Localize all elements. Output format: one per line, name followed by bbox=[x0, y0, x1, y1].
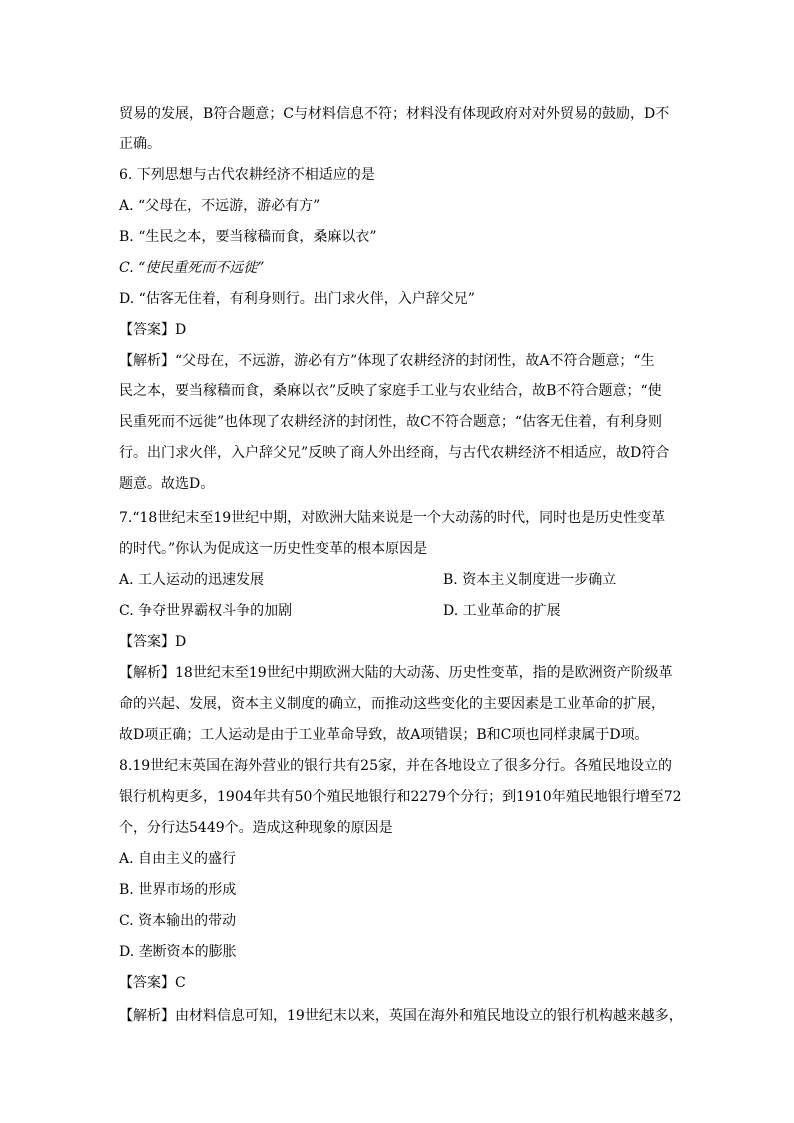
question-7-options-row bbox=[119, 570, 679, 590]
question-6-option-d: D. “估客无住着，有利身则行。出门求火伴，入户辞父兄” bbox=[119, 291, 475, 307]
question-6-option-a: A. “父母在，不远游，游必有方” bbox=[119, 198, 321, 214]
question-6-analysis: 【解析】“父母在，不远游，游必有方”体现了农耕经济的封闭性，故A不符合题意；“生 bbox=[119, 353, 655, 369]
question-6-analysis: 民重死而不远徙”也体现了农耕经济的封闭性，故C不符合题意；“估客无住着，有利身则 bbox=[119, 414, 663, 430]
question-6-stem: 6. 下列思想与古代农耕经济不相适应的是 bbox=[119, 167, 375, 183]
question-7-options-row bbox=[119, 601, 679, 621]
question-8-stem: 银行机构更多，1904年共有50个殖民地银行和2279个分行；到1910年殖民地银行增至72 bbox=[119, 789, 682, 805]
question-8-option-d: D. 垄断资本的膨胀 bbox=[119, 944, 237, 960]
question-7-analysis: 【解析】18世纪末至19世纪中期欧洲大陆的大动荡、历史性变革，指的是欧洲资产阶级革 bbox=[119, 665, 673, 681]
question-6-answer: 【答案】D bbox=[119, 322, 187, 338]
question-7-stem: 的时代。”你认为促成这一历史性变革的根本原因是 bbox=[119, 541, 428, 557]
question-8-analysis: 【解析】由材料信息可知，19世纪末以来，英国在海外和殖民地设立的银行机构越来越多， bbox=[119, 1008, 683, 1024]
question-8-option-b: B. 世界市场的形成 bbox=[119, 882, 237, 898]
question-6-option-c: C. “使民重死而不远徙” bbox=[119, 260, 265, 276]
text-line: 贸易的发展，B符合题意；C与材料信息不符；材料没有体现政府对对外贸易的鼓励，D不 bbox=[119, 106, 670, 122]
question-8-answer: 【答案】C bbox=[119, 975, 186, 991]
question-8-option-c: C. 资本输出的带动 bbox=[119, 913, 237, 929]
question-8-option-a: A. 自由主义的盛行 bbox=[119, 851, 237, 867]
question-7-stem: 7.“18世纪末至19世纪中期，对欧洲大陆来说是一个大动荡的时代，同时也是历史性变革 bbox=[119, 510, 666, 526]
question-7-analysis: 命的兴起、发展，资本主义制度的确立，而推动这些变化的主要因素是工业革命的扩展， bbox=[119, 696, 665, 712]
question-6-analysis: 民之本，要当稼穑而食，桑麻以衣”反映了家庭手工业与农业结合，故B不符合题意；“使 bbox=[119, 383, 662, 399]
question-6-analysis: 行。出门求火伴，入户辞父兄”反映了商人外出经商，与古代农耕经济不相适应，故D符合 bbox=[119, 445, 670, 461]
question-7-analysis: 故D项正确；工人运动是由于工业革命导致，故A项错误；B和C项也同样隶属于D项。 bbox=[119, 727, 649, 743]
question-6-analysis: 题意。故选D。 bbox=[119, 476, 215, 492]
question-7-option-a: A. 工人运动的迅速发展 bbox=[119, 572, 265, 588]
text-line: 正确。 bbox=[119, 136, 161, 152]
question-7-option-c: C. 争夺世界霸权斗争的加剧 bbox=[119, 603, 293, 619]
question-6-option-b: B. “生民之本，要当稼穑而食，桑麻以衣” bbox=[119, 229, 377, 245]
question-7-answer: 【答案】D bbox=[119, 634, 187, 650]
question-7-option-d: D. 工业革命的扩展 bbox=[443, 603, 561, 619]
question-8-stem: 8.19世纪末英国在海外营业的银行共有25家，并在各地设立了很多分行。各殖民地设立的 bbox=[119, 758, 672, 774]
question-8-stem: 个，分行达5449个。造成这种现象的原因是 bbox=[119, 820, 393, 836]
question-7-option-b: B. 资本主义制度进一步确立 bbox=[443, 572, 617, 588]
